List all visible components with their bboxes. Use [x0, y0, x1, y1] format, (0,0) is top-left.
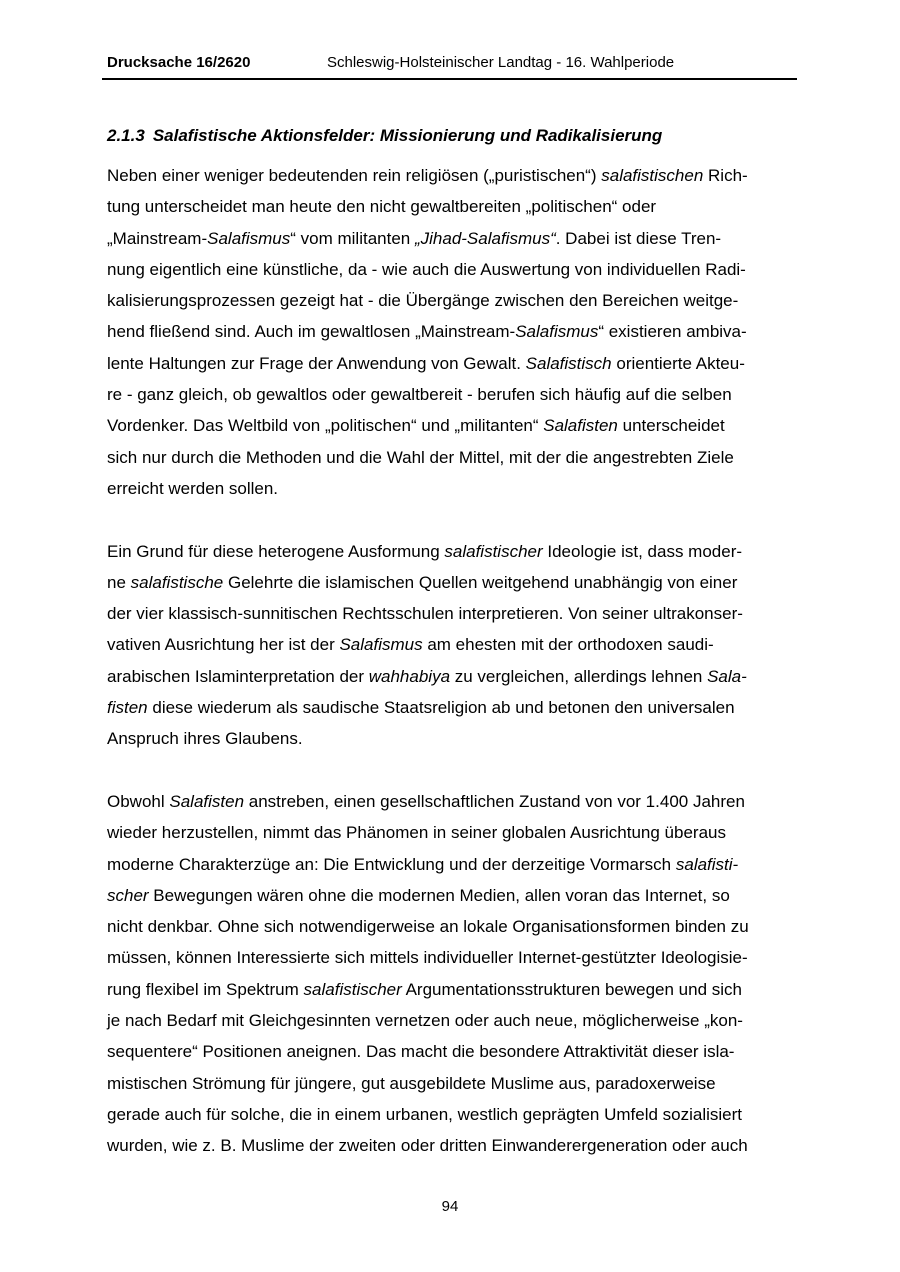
italic-text: wahhabiya — [368, 666, 451, 686]
text-segment: Vordenker. Das Weltbild von „politischen“ und „militanten“ — [107, 416, 544, 436]
text-segment: moderne Charakterzüge an: Die Entwicklung und der derzeitige Vormarsch — [107, 854, 676, 874]
text-segment: wurden, wie z. B. Muslime der zweiten oder dritten Einwanderergeneration oder auch — [107, 1136, 748, 1156]
text-line — [107, 285, 797, 316]
italic-text: salafistischen — [601, 166, 704, 185]
section-title: Salafistische Aktionsfelder: Missionierung und Radikalisierung — [152, 126, 663, 145]
text-segment: arabischen Islaminterpretation der — [107, 666, 369, 686]
text-segment: re - ganz gleich, ob gewaltlos oder gewaltbereit - berufen sich häufig auf die selben — [107, 385, 732, 405]
text-line — [107, 567, 797, 598]
text-line — [107, 661, 797, 692]
text-segment: Bewegungen wären ohne die modernen Medien, allen voran das Internet, so — [148, 885, 730, 905]
text-segment: sich nur durch die Methoden und die Wahl der Mittel, mit der die angestrebten Ziele — [107, 447, 734, 467]
text-line — [107, 598, 797, 629]
text-segment: “ existieren ambiva- — [598, 322, 747, 342]
page-number: 94 — [441, 1198, 459, 1215]
italic-text: scher — [107, 885, 149, 905]
text-segment: ne — [107, 572, 131, 592]
text-line — [107, 473, 797, 504]
text-segment: am ehesten mit der orthodoxen saudi- — [422, 635, 714, 655]
text-segment: Argumentationsstrukturen bewegen und sich — [401, 979, 743, 999]
text-segment: Anspruch ihres Glaubens. — [107, 729, 303, 749]
text-line — [107, 911, 797, 942]
section-heading — [107, 126, 662, 146]
text-segment: nicht denkbar. Ohne sich notwendigerweise an lokale Organisationsformen binden zu — [107, 917, 749, 937]
text-segment: lente Haltungen zur Frage der Anwendung von Gewalt. — [107, 353, 526, 373]
text-segment: „Mainstream- — [107, 228, 208, 248]
italic-text: salafistische — [130, 572, 224, 592]
text-line — [107, 1068, 797, 1099]
text-segment: sequentere“ Positionen aneignen. Das macht die besondere Attraktivität dieser isla- — [107, 1042, 735, 1062]
text-segment: der vier klassisch-sunnitischen Rechtsschulen interpretieren. Von seiner ultrakonser- — [107, 604, 743, 624]
text-segment: nung eigentlich eine künstliche, da - wie auch die Auswertung von individuellen Radi- — [107, 259, 746, 279]
text-segment: wieder herzustellen, nimmt das Phänomen in seiner globalen Ausrichtung überaus — [107, 823, 726, 843]
text-line — [107, 1099, 797, 1130]
text-segment: rung flexibel im Spektrum — [107, 979, 304, 999]
italic-text: Sala- — [707, 666, 747, 686]
text-line — [107, 316, 797, 347]
italic-text: salafistischer — [444, 541, 543, 561]
paragraph-2 — [107, 536, 797, 755]
text-line — [107, 536, 797, 567]
text-segment: gerade auch für solche, die in einem urbanen, westlich geprägten Umfeld sozialisiert — [107, 1104, 743, 1124]
text-segment: erreicht werden sollen. — [107, 478, 279, 498]
italic-text: salafisti- — [675, 854, 739, 874]
text-line — [107, 880, 797, 911]
text-line — [107, 849, 797, 880]
italic-text: salafistischer — [303, 979, 402, 999]
document-number: Drucksache 16/2620 — [107, 54, 251, 71]
text-line — [107, 942, 797, 973]
text-segment: orientierte Akteu- — [611, 353, 745, 373]
text-segment: mistischen Strömung für jüngere, gut ausgebildete Muslime aus, paradoxerweise — [107, 1073, 716, 1093]
text-segment: zu vergleichen, allerdings lehnen — [450, 666, 708, 686]
text-segment: anstreben, einen gesellschaftlichen Zustand von vor 1.400 Jahren — [244, 791, 745, 811]
section-number: 2.1.3 — [107, 126, 145, 145]
italic-text: Salafisten — [543, 416, 618, 436]
text-segment: “ vom militanten — [290, 228, 415, 248]
italic-text: Salafisten — [169, 791, 245, 811]
text-segment: . Dabei ist diese Tren- — [555, 228, 722, 248]
text-segment: Neben einer weniger bedeutenden rein religiösen („puristischen“) — [107, 166, 602, 185]
paragraph-gap — [107, 504, 797, 535]
text-line — [107, 692, 797, 723]
text-line — [107, 379, 797, 410]
text-segment: müssen, können Interessierte sich mittels individueller Internet-gestützter Ideologisie- — [107, 948, 748, 968]
text-segment: diese wiederum als saudische Staatsreligion ab und betonen den universalen — [147, 698, 735, 718]
text-segment: hend fließend sind. Auch im gewaltlosen „Mainstream- — [107, 322, 516, 342]
text-segment: Rich- — [703, 166, 748, 185]
text-line — [107, 1005, 797, 1036]
text-segment: vativen Ausrichtung her ist der — [107, 635, 340, 655]
text-segment: Obwohl — [107, 791, 170, 811]
body-text — [107, 160, 797, 1162]
text-segment: Ideologie ist, dass moder- — [542, 541, 743, 561]
text-line — [107, 817, 797, 848]
text-line — [107, 191, 797, 222]
text-line — [107, 1130, 797, 1161]
text-line — [107, 160, 797, 191]
text-line — [107, 254, 797, 285]
page-header — [102, 52, 797, 80]
parliament-title: Schleswig-Holsteinischer Landtag - 16. Wahlperiode — [327, 54, 675, 71]
text-line — [107, 410, 797, 441]
paragraph-3 — [107, 786, 797, 1162]
text-line — [107, 723, 797, 754]
italic-text: Salafistisch — [525, 353, 612, 373]
text-segment: kalisierungsprozessen gezeigt hat - die Übergänge zwischen den Bereichen weitge- — [107, 291, 739, 311]
text-line — [107, 974, 797, 1005]
text-line — [107, 442, 797, 473]
text-line — [107, 348, 797, 379]
text-segment: tung unterscheidet man heute den nicht gewaltbereiten „politischen“ oder — [107, 197, 657, 217]
italic-text: fisten — [107, 698, 148, 718]
italic-text: Salafismus — [515, 322, 599, 342]
italic-text: Salafismus — [207, 228, 291, 248]
italic-text: Salafismus — [339, 635, 423, 655]
paragraph-gap — [107, 755, 797, 786]
text-line — [107, 786, 797, 817]
text-segment: unterscheidet — [617, 416, 725, 436]
text-segment: Gelehrte die islamischen Quellen weitgehend unabhängig von einer — [223, 572, 738, 592]
text-line — [107, 223, 797, 254]
text-line — [107, 629, 797, 660]
text-segment: je nach Bedarf mit Gleichgesinnten vernetzen oder auch neue, möglicherweise „kon- — [107, 1011, 743, 1031]
text-segment: Ein Grund für diese heterogene Ausformung — [107, 541, 445, 561]
paragraph-1 — [107, 160, 797, 504]
italic-text: „Jihad-Salafismus“ — [414, 228, 556, 248]
text-line — [107, 1036, 797, 1067]
